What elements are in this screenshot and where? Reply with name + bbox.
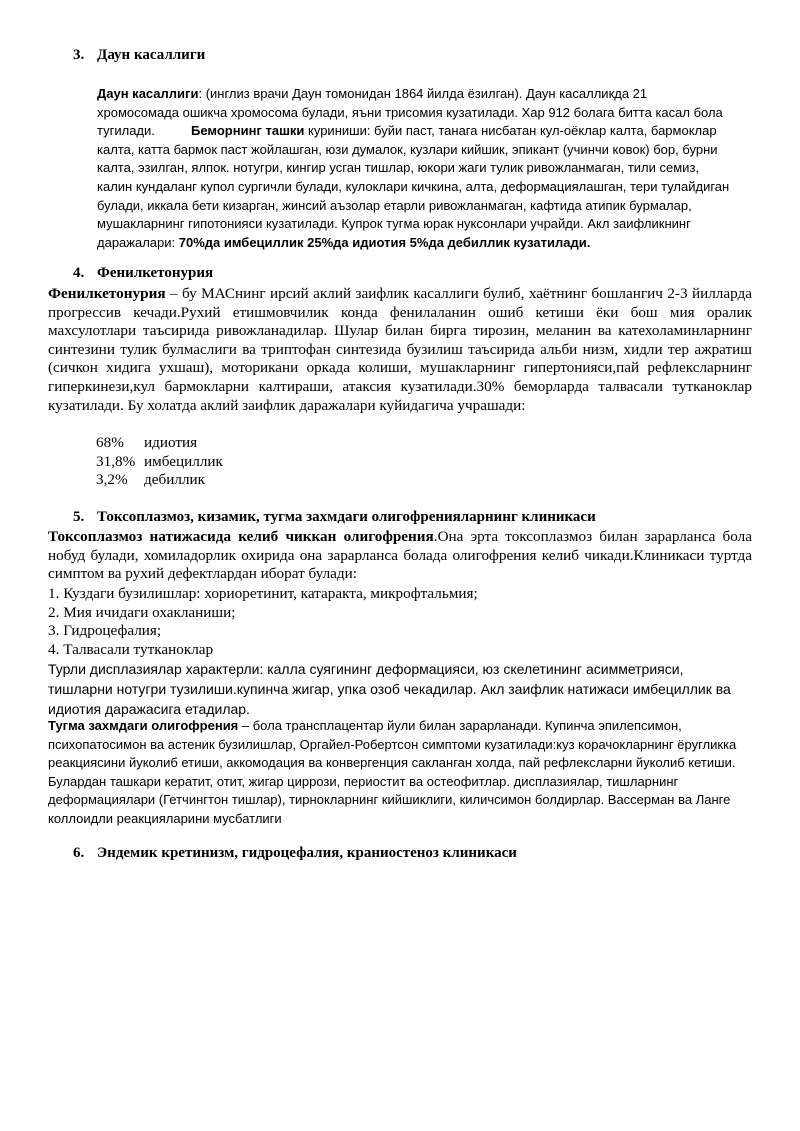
list-item: 2. Мия ичидаги охакланиши; bbox=[48, 603, 236, 621]
pku-paragraph bbox=[48, 285, 752, 415]
section-number: 5. bbox=[73, 509, 85, 525]
dysplasia-paragraph bbox=[48, 659, 748, 719]
section-title: Фенилкетонурия bbox=[97, 265, 214, 281]
section-title: Даун касаллиги bbox=[97, 47, 206, 63]
paragraph-text: куриниши: буйи паст, танага нисбатан кул-оёклар калта, бармоклар калта, катта бармок паст жойлашган, юзи думалок, кузлари кийшик, эпикант (учинчи ковок) бор, бурни калта, эзилган, ялпок. нотугри, кингир усган тишлар, юкори жаги тулик ривожланмаган, тили семиз, калин кундаланг купол сургичли булади, кулоклари кичкина, алта, деформациялашган, тери тулайдиган булади, иккала бети кизарган, жинсий аъзолар етарли ривожланмаган, кафтида атипик бурмалар, мушакларнинг гипотонияси кузатилади. Купрок тугма юрак нуксонлари учрайди. Акл заифликнинг даражалари: bbox=[97, 123, 730, 250]
stat-label: дебиллик bbox=[144, 471, 205, 488]
paragraph-text: – бу МАСнинг ирсий аклий заифлик касаллиги булиб, хаётнинг бошлангич 2-3 йилларда прогрессив кечади.Рухий етишмовчилик конда фенилаланин ошиб кетиши ёки бош мия оралик махсулотлари таъсирида ривожланадилар. Шулар билан бирга тирозин, меланин ва катехоламинларнинг синтезини тулик булмаслиги ва триптофан синтезида бузилиш таъсирида альби низм, хидли тер ажратиш (сичкон хидига ухшаш), моторикани оркада колиши, мушакларнинг гипертонияси,пай рефлексларнинг гиперкинези,кул бармокларни калтираши, атаксия кузатилади.30% беморларда талвасали тутканоклар кузатилади. Бу холатда аклий заифлик даражалари куйидагича учрашади: bbox=[48, 285, 752, 414]
section-6-heading bbox=[73, 845, 517, 862]
stat-row bbox=[96, 434, 197, 452]
section-number: 3. bbox=[73, 47, 85, 63]
paragraph-text: : (инглиз врачи Даун томонидан 1864 йилда ёзилган). Даун касалликда 21 хромосомада ошикча хромосома булади, яъни трисомия кузатилади. Хар 912 болага битта касал бола тугилади. bbox=[97, 86, 723, 139]
stat-label: идиотия bbox=[144, 434, 198, 451]
numbered-list bbox=[48, 585, 752, 659]
section-5-heading bbox=[73, 509, 596, 526]
section-4-heading bbox=[73, 265, 213, 282]
paragraph-text: – бола трансплацентар йули билан зарарланади. Купинча эпилепсимон, психопатосимон ва астеник бузилишлар, Оргайел-Робертсон симптоми кузатилади:куз корачокларнинг ёругликка реакциясини йуколиб етиши, аккомодация ва конвергенция сакланган холда, пай рефлексларни йуколиб кетиши. Булардан ташкари кератит, отит, жигар циррози, периостит ва остеофитлар. дисплазиялар, тишларнинг деформациялари (Гетчингтон тишлар), тирнокларнинг кийшиклиги, киличсимон болдирлар. Вассерман ва Ланге коллоидли реакцияларини мусбатлиги bbox=[48, 718, 737, 826]
term-lead: Беморнинг ташки bbox=[191, 123, 305, 139]
section-number: 6. bbox=[73, 845, 85, 861]
down-syndrome-paragraph bbox=[97, 85, 732, 252]
section-title: Эндемик кретинизм, гидроцефалия, краниостеноз клиникаси bbox=[97, 845, 517, 861]
congenital-syphilis-paragraph bbox=[48, 717, 760, 829]
stat-percent: 3,2% bbox=[96, 471, 128, 488]
term-lead: Токсоплазмоз натижасида келиб чиккан олигофрения bbox=[48, 528, 434, 545]
list-item: 1. Куздаги бузилишлар: хориоретинит, катаракта, микрофтальмия; bbox=[48, 585, 478, 602]
paragraph-text: .Она эрта токсоплазмоз билан зарарланса бола нобуд булади, хомиладорлик охирида она зарарланса болада олигофрения келиб чикади.Клиникаси туртда симптом ва рухий дефектлардан иборат булади: bbox=[48, 528, 752, 583]
stat-percent: 31,8% bbox=[96, 453, 136, 470]
toxoplasmosis-paragraph bbox=[48, 528, 752, 584]
stat-row bbox=[96, 471, 205, 489]
list-item: 3. Гидроцефалия; bbox=[48, 622, 162, 640]
stat-label: имбециллик bbox=[144, 453, 223, 470]
stat-row bbox=[96, 453, 223, 471]
section-number: 4. bbox=[73, 265, 85, 281]
term-lead: Фенилкетонурия bbox=[48, 285, 166, 302]
stat-percent: 68% bbox=[96, 434, 124, 451]
paragraph-text: Турли дисплазиялар характерли: калла суягининг деформацияси, юз скелетининг асимметрияси, тишларни нотугри тузилиши.купинча жигар, упка озоб чекадилар. Акл заифлик натижаси имбециллик ва идиотия даражасига етадилар. bbox=[48, 661, 731, 717]
bold-summary: 70%да имбециллик 25%да идиотия 5%да дебиллик кузатилади. bbox=[178, 234, 591, 250]
list-item: 4. Талвасали тутканоклар bbox=[48, 640, 214, 658]
section-title: Токсоплазмоз, кизамик, тугма захмдаги олигофренияларнинг клиникаси bbox=[97, 509, 596, 525]
section-3-heading bbox=[73, 47, 205, 64]
term-lead: Даун касаллиги bbox=[97, 86, 199, 101]
term-lead: Тугма захмдаги олигофрения bbox=[48, 718, 239, 733]
